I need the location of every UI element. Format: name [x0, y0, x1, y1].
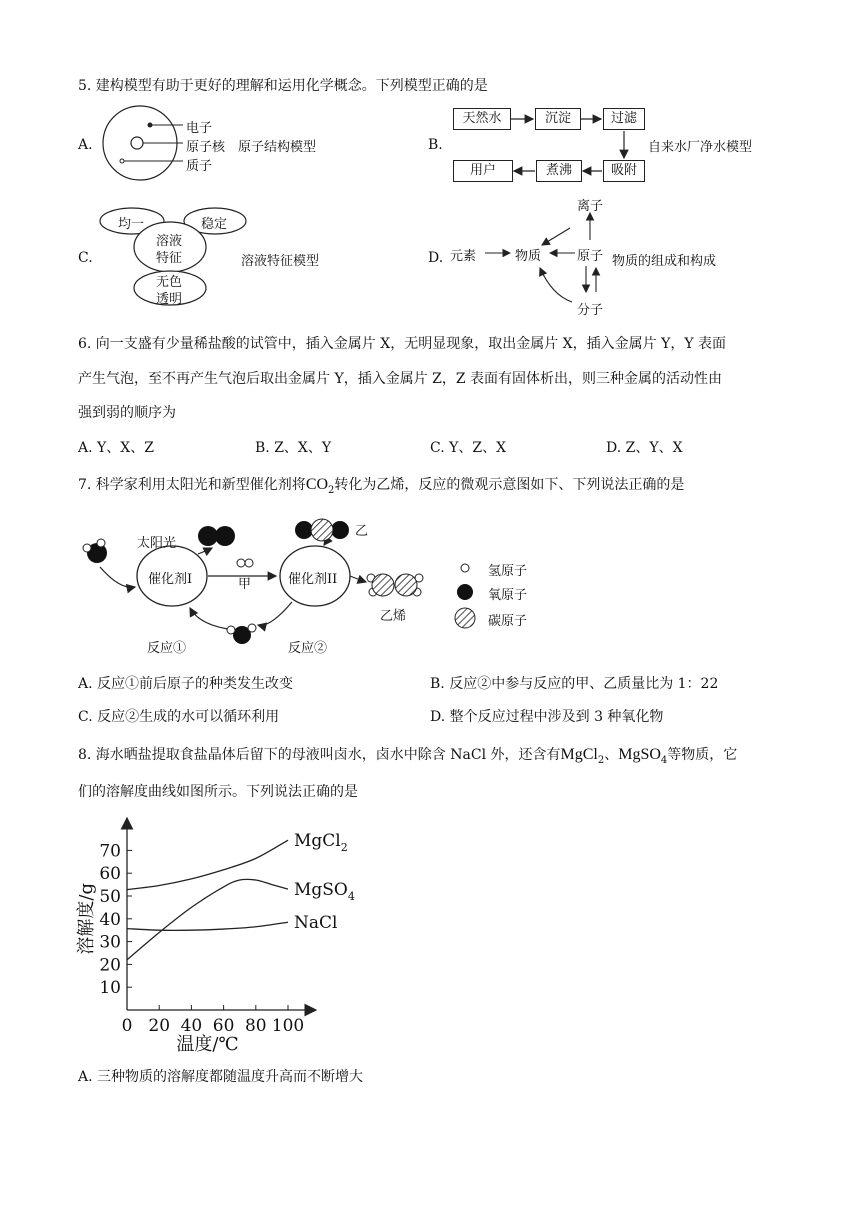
- oval-label-feature: 特征: [156, 251, 183, 266]
- q5-option-b-letter: B.: [428, 137, 443, 153]
- legend-oxygen-label: 氧原子: [488, 588, 528, 603]
- q6-stem-line2: 产生气泡，至不再产生气泡后取出金属片 Y，插入金属片 Z，Z 表面有固体析出，则三种金属的活动性由: [78, 371, 723, 387]
- legend-hydrogen-label: 氢原子: [488, 564, 528, 579]
- y-tick-label: 50: [99, 887, 121, 907]
- q7-option-c: C. 反应②生成的水可以循环利用: [78, 709, 280, 725]
- matter-model-caption: 物质的组成和构成: [612, 254, 717, 269]
- label-reaction-1: 反应①: [147, 641, 187, 656]
- series-label-0: MgCl$_2$: [294, 831, 348, 855]
- q7-option-b: B. 反应②中参与反应的甲、乙质量比为 1：22: [430, 676, 719, 692]
- oval-label-transparent: 透明: [156, 292, 183, 307]
- q8-option-a: A. 三种物质的溶解度都随温度升高而不断增大: [78, 1069, 364, 1085]
- q8-stem-line2: 们的溶解度曲线如图所示。下列说法正确的是: [78, 784, 358, 800]
- q6-option-b: B. Z、X、Y: [255, 440, 332, 456]
- y-tick-label: 30: [99, 932, 121, 953]
- carbon-dioxide-molecule-icon: [295, 519, 349, 541]
- x-axis-label: 温度/℃: [176, 1034, 239, 1055]
- q7-stem-post: 转化为乙烯，反应的微观示意图如下、下列说法正确的是: [334, 477, 685, 493]
- solubility-chart: [70, 810, 370, 1060]
- atom-label-proton: 质子: [186, 159, 213, 174]
- legend-hydrogen-icon: [461, 564, 469, 572]
- q7-co2-sub: 2: [328, 484, 335, 496]
- nucleus-circle: [131, 137, 143, 149]
- label-ethylene: 乙烯: [380, 609, 407, 624]
- q7-option-d: D. 整个反应过程中涉及到 3 种氧化物: [430, 709, 664, 725]
- q5-option-a-letter: A.: [78, 137, 93, 153]
- series-label-1: MgSO$_4$: [294, 880, 355, 904]
- q6-option-a: A. Y、X、Z: [78, 440, 154, 456]
- x-tick-label: 80: [244, 1016, 267, 1036]
- box-natural-water: 天然水: [453, 108, 511, 130]
- ethylene-molecule-icon: [367, 574, 423, 596]
- y-tick-label: 10: [99, 978, 121, 999]
- q8-stem-post: 等物质，它: [667, 747, 738, 763]
- x-tick-label: 20: [148, 1016, 171, 1036]
- legend-oxygen-icon: [457, 584, 473, 600]
- q8-mgcl2: MgCl: [560, 746, 598, 763]
- legend-carbon-label: 碳原子: [488, 614, 528, 629]
- box-adsorption: 吸附: [603, 160, 645, 182]
- oval-label-stable: 稳定: [201, 217, 228, 232]
- oval-label-uniform: 均一: [118, 217, 145, 232]
- q7-option-a: A. 反应①前后原子的种类发生改变: [78, 676, 294, 692]
- q6-option-d: D. Z、Y、X: [606, 440, 683, 456]
- q6-option-c: C. Y、Z、X: [430, 440, 507, 456]
- oxygen-molecule-icon: [198, 526, 235, 546]
- label-sunlight: 太阳光: [137, 536, 177, 551]
- label-catalyst-2: 催化剂II: [288, 572, 338, 587]
- node-atom: 原子: [577, 249, 604, 264]
- series-line-1: [127, 879, 288, 960]
- label-jia: 甲: [238, 577, 252, 592]
- x-tick-label: 100: [271, 1016, 305, 1036]
- x-tick-label: 0: [121, 1016, 133, 1036]
- q8-stem-pre: 8. 海水晒盐提取食盐晶体后留下的母液叫卤水，卤水中除含 NaCl 外，还含有: [78, 747, 561, 763]
- water-model-caption: 自来水厂净水模型: [648, 140, 753, 155]
- node-element: 元素: [450, 249, 477, 264]
- water-molecule-icon-2: [227, 624, 256, 644]
- q8-sep: 、: [604, 747, 619, 763]
- water-molecule-icon: [83, 539, 107, 563]
- q5-option-d-letter: D.: [428, 250, 444, 266]
- legend-carbon-icon: [455, 608, 475, 628]
- q8-mgso4: MgSO: [618, 746, 661, 763]
- q6-stem-line3: 强到弱的顺序为: [78, 405, 176, 421]
- q7-stem-pre: 7. 科学家利用太阳光和新型催化剂将: [78, 477, 306, 493]
- node-substance: 物质: [515, 249, 542, 264]
- q6-stem-line1: 6. 向一支盛有少量稀盐酸的试管中，插入金属片 X，无明显现象，取出金属片 X，插入金属片 Y，Y 表面: [78, 336, 727, 352]
- y-tick-label: 70: [99, 841, 121, 862]
- node-molecule: 分子: [577, 303, 604, 318]
- series-line-2: [127, 922, 288, 930]
- q7-stem: [78, 474, 684, 496]
- y-tick-label: 20: [99, 955, 121, 976]
- hydrogen-molecule-icon: [237, 559, 253, 567]
- label-reaction-2: 反应②: [288, 641, 328, 656]
- atom-model-caption: 原子结构模型: [238, 140, 317, 155]
- y-tick-label: 60: [99, 864, 121, 885]
- box-boiling: 煮沸: [536, 160, 582, 182]
- q7-co2: CO: [305, 476, 329, 493]
- x-tick-label: 40: [180, 1016, 203, 1036]
- q5-option-c-letter: C.: [78, 250, 93, 266]
- matter-composition-arrows: [440, 190, 640, 320]
- label-catalyst-1: 催化剂I: [148, 572, 193, 587]
- atom-label-electron: 电子: [186, 121, 213, 136]
- node-ion: 离子: [577, 199, 604, 214]
- box-filtration: 过滤: [603, 108, 645, 130]
- solution-model-caption: 溶液特征模型: [241, 254, 320, 269]
- oval-label-colorless: 无色: [156, 275, 183, 290]
- y-axis-label: 溶解度/g: [76, 883, 97, 955]
- series-label-2: NaCl: [294, 913, 338, 934]
- box-sedimentation: 沉淀: [535, 108, 581, 130]
- q5-stem: 5. 建构模型有助于更好的理解和运用化学概念。下列模型正确的是: [78, 78, 488, 94]
- oval-label-solution: 溶液: [156, 234, 183, 249]
- electron-dot: [148, 123, 153, 128]
- q8-mgso4-sub: 4: [660, 754, 668, 766]
- q8-mgcl2-sub: 2: [597, 754, 605, 766]
- label-yi: 乙: [355, 524, 369, 539]
- q8-stem-line1: [78, 744, 737, 766]
- water-flow-arrows: [450, 100, 650, 190]
- y-tick-label: 40: [99, 909, 121, 930]
- x-tick-label: 60: [212, 1016, 235, 1036]
- proton-dot: [120, 159, 124, 163]
- atom-label-nucleus: 原子核: [186, 140, 226, 155]
- box-user: 用户: [453, 160, 513, 182]
